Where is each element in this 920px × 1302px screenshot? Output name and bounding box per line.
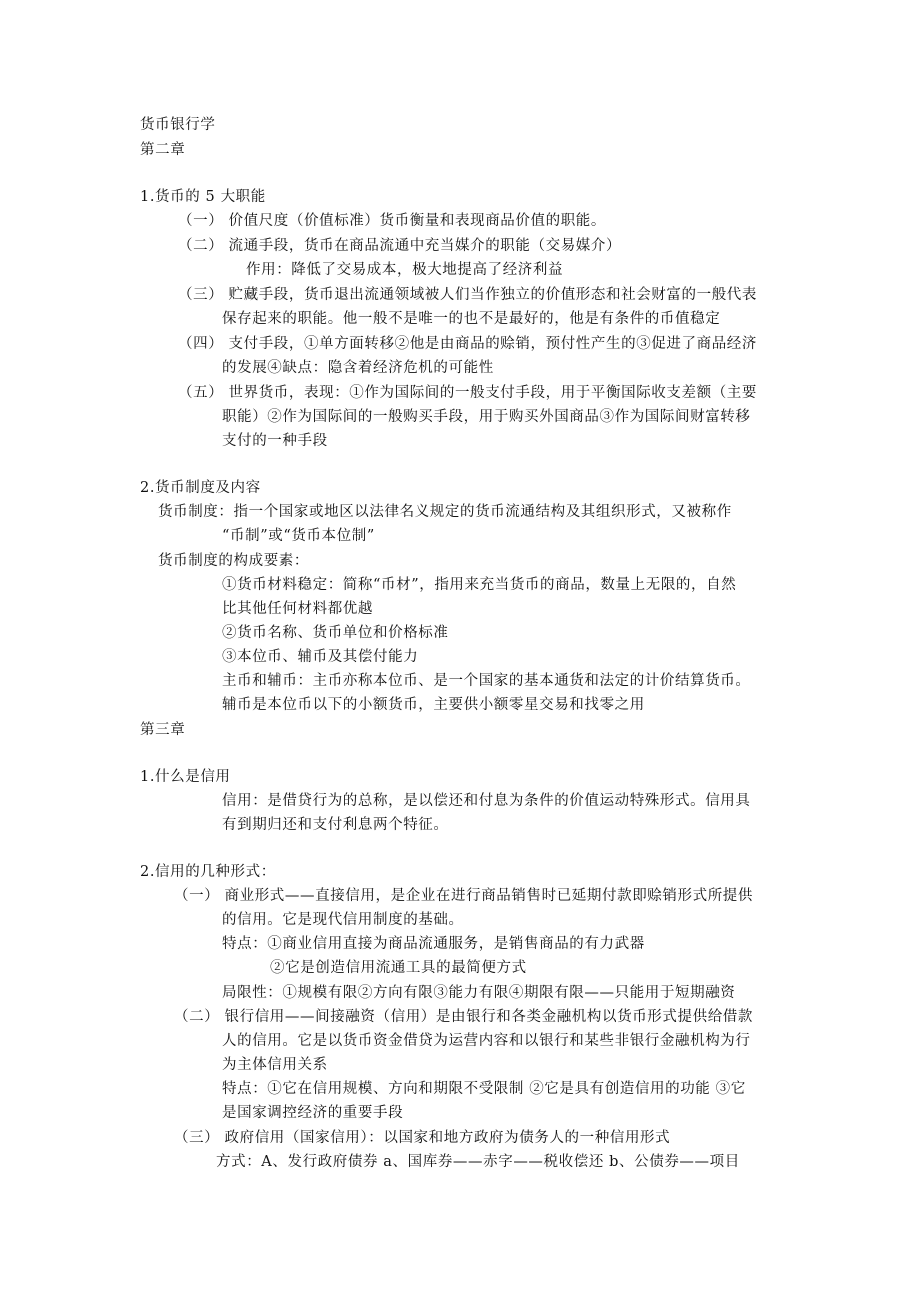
money-function-3-cont: 保存起来的职能。他一般不是唯一的也不是最好的，他是有条件的币值稳定	[222, 311, 721, 327]
credit-definition-cont: 有到期归还和支付利息两个特征。	[222, 817, 449, 833]
credit-form-2-features-cont: 是国家调控经济的重要手段	[222, 1105, 404, 1121]
credit-definition: 信用：是借贷行为的总称，是以偿还和付息为条件的价值运动特殊形式。信用具	[222, 793, 751, 809]
main-and-auxiliary-coin: 主币和辅币：主币亦称本位币、是一个国家的基本通货和法定的计价结算货币。	[222, 673, 751, 689]
monetary-element-3: ③本位币、辅币及其偿付能力	[222, 649, 419, 665]
money-function-1: （一） 价值尺度（价值标准）货币衡量和表现商品价值的职能。	[178, 213, 607, 229]
credit-form-2: （二） 银行信用——间接融资（信用）是由银行和各类金融机构以货币形式提供给借款	[174, 1009, 754, 1025]
section-credit-forms-heading: 2.信用的几种形式：	[140, 864, 276, 880]
credit-form-2-cont2: 为主体信用关系	[222, 1057, 328, 1073]
money-function-5-cont: 职能）②作为国际间的一般购买手段，用于购买外国商品③作为国际间财富转移	[222, 409, 751, 425]
money-function-2: （二） 流通手段，货币在商品流通中充当媒介的职能（交易媒介）	[178, 238, 622, 254]
money-function-5: （五） 世界货币，表现：①作为国际间的一般支付手段，用于平衡国际收支差额（主要	[178, 385, 758, 401]
section-credit-definition-heading: 1.什么是信用	[140, 769, 231, 785]
money-function-4-cont: 的发展④缺点：隐含着经济危机的可能性	[222, 360, 494, 376]
chapter-3-heading: 第三章	[140, 722, 186, 738]
main-and-auxiliary-coin-cont: 辅币是本位币以下的小额货币，主要供小额零星交易和找零之用	[222, 697, 645, 713]
section-monetary-system-heading: 2.货币制度及内容	[140, 480, 261, 496]
credit-form-1-limitations: 局限性：①规模有限②方向有限③能力有限④期限有限——只能用于短期融资	[222, 985, 736, 1001]
credit-form-2-cont: 人的信用。它是以货币资金借贷为运营内容和以银行和某些非银行金融机构为行	[222, 1033, 751, 1049]
credit-form-2-features: 特点：①它在信用规模、方向和期限不受限制 ②它是具有创造信用的功能 ③它	[222, 1081, 746, 1097]
money-function-5-cont2: 支付的一种手段	[222, 433, 328, 449]
credit-form-1: （一） 商业形式——直接信用，是企业在进行商品销售时已延期付款即赊销形式所提供	[174, 888, 754, 904]
monetary-system-elements-heading: 货币制度的构成要素：	[158, 553, 309, 569]
credit-form-3-methods: 方式：A、发行政府债券 a、国库券——赤字——税收偿还 b、公债券——项目	[216, 1154, 740, 1170]
credit-form-3: （三） 政府信用（国家信用）：以国家和地方政府为债务人的一种信用形式	[174, 1130, 671, 1146]
monetary-system-definition-cont: “币制”或“货币本位制”	[222, 528, 375, 544]
money-function-3: （三） 贮藏手段，货币退出流通领域被人们当作独立的价值形态和社会财富的一般代表	[178, 287, 758, 303]
section-money-functions-heading: 1.货币的 5 大职能	[140, 189, 266, 205]
monetary-system-definition: 货币制度：指一个国家或地区以法律名义规定的货币流通结构及其组织形式，又被称作	[158, 504, 732, 520]
credit-form-1-features: 特点：①商业信用直接为商品流通服务，是销售商品的有力武器	[222, 936, 645, 952]
monetary-element-1-cont: 比其他任何材料都优越	[222, 601, 373, 617]
money-function-2-note: 作用：降低了交易成本，极大地提高了经济利益	[246, 262, 564, 278]
credit-form-1-features-cont: ②它是创造信用流通工具的最简便方式	[270, 960, 527, 976]
monetary-element-1: ①货币材料稳定：简称“币材”，指用来充当货币的商品，数量上无限的，自然	[222, 577, 737, 593]
credit-form-1-cont: 的信用。它是现代信用制度的基础。	[222, 912, 464, 928]
monetary-element-2: ②货币名称、货币单位和价格标准	[222, 625, 449, 641]
chapter-2-heading: 第二章	[140, 142, 186, 158]
money-function-4: （四） 支付手段，①单方面转移②他是由商品的赊销，预付性产生的③促进了商品经济	[178, 336, 758, 352]
document-title: 货币银行学	[140, 117, 216, 133]
